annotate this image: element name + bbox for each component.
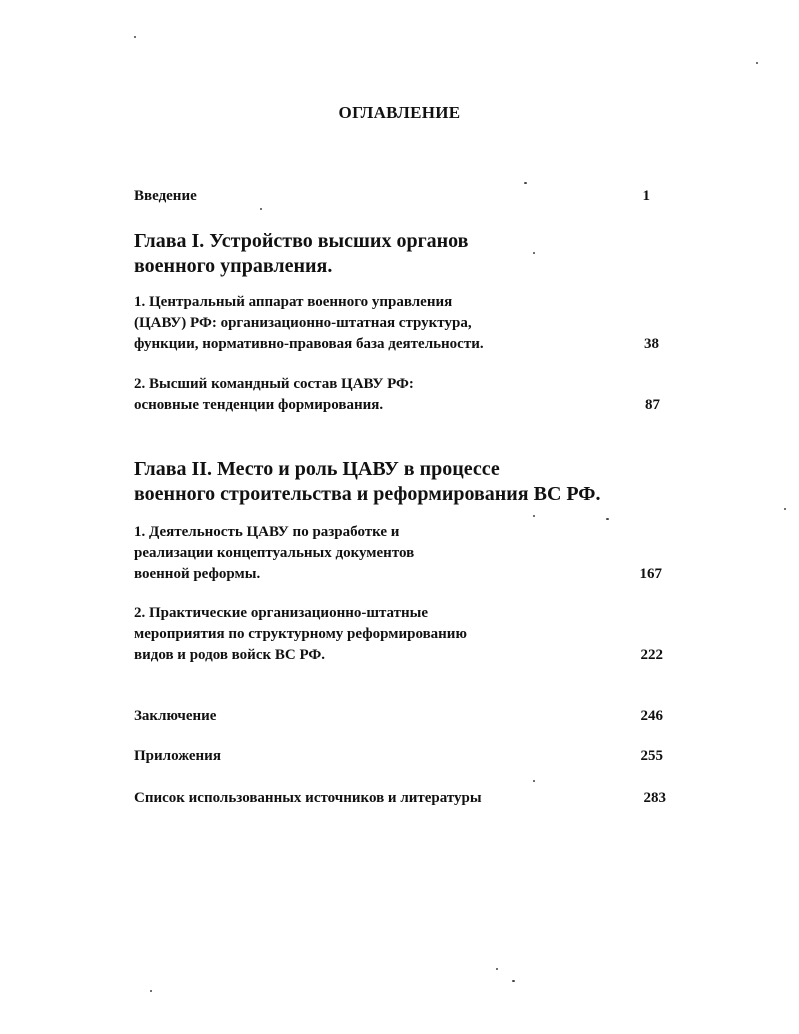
toc-page-number: 246 <box>640 708 663 724</box>
toc-entry-line: мероприятия по структурному реформированию <box>134 626 467 642</box>
toc-page-number: 87 <box>645 397 660 413</box>
scan-speck <box>606 518 609 520</box>
toc-page-number: 1 <box>642 188 650 204</box>
toc-entry-line: 1. Центральный аппарат военного управления <box>134 294 453 310</box>
toc-entry-line: функции, нормативно-правовая база деятельности. <box>134 336 484 352</box>
scan-speck <box>512 980 515 982</box>
scan-speck <box>524 182 527 184</box>
scan-speck <box>533 252 535 254</box>
toc-page-number: 38 <box>644 336 659 352</box>
toc-entry-label: Заключение <box>134 708 217 724</box>
toc-entry-line: военной реформы. <box>134 566 261 582</box>
toc-entry-ch1-sec1 <box>134 292 484 355</box>
chapter-title-line: военного строительства и реформирования ВС РФ. <box>134 483 601 505</box>
toc-entry-ch2-sec2 <box>134 603 467 666</box>
toc-entry-introduction <box>134 186 197 207</box>
scan-speck <box>260 208 262 210</box>
toc-entry-line: (ЦАВУ) РФ: организационно-штатная структура, <box>134 315 472 331</box>
toc-entry-bibliography <box>134 788 482 809</box>
toc-entry-line: основные тенденции формирования. <box>134 397 384 413</box>
toc-page-number: 167 <box>639 566 662 582</box>
scan-speck <box>150 990 152 992</box>
toc-entry-appendices <box>134 746 221 767</box>
toc-entry-line: видов и родов войск ВС РФ. <box>134 647 325 663</box>
chapter-title-line: Глава II. Место и роль ЦАВУ в процессе <box>134 458 500 480</box>
toc-entry-conclusion <box>134 706 216 727</box>
toc-entry-line: реализации концептуальных документов <box>134 545 415 561</box>
scan-speck <box>533 515 535 517</box>
scan-speck <box>134 36 136 38</box>
scan-speck <box>496 968 498 970</box>
toc-entry-line: 2. Высший командный состав ЦАВУ РФ: <box>134 376 414 392</box>
scan-speck <box>533 780 535 782</box>
toc-entry-ch1-sec2 <box>134 374 414 416</box>
toc-page-number: 222 <box>640 647 663 663</box>
scan-speck <box>784 508 786 510</box>
toc-entry-label: Введение <box>134 188 197 204</box>
toc-chapter-1-title <box>134 229 468 279</box>
toc-entry-ch2-sec1 <box>134 522 414 585</box>
scan-speck <box>756 62 758 64</box>
toc-page-number: 255 <box>640 748 663 764</box>
chapter-title-line: военного управления. <box>134 255 333 277</box>
toc-entry-label: Приложения <box>134 748 221 764</box>
toc-page-number: 283 <box>643 790 666 806</box>
chapter-title-line: Глава I. Устройство высших органов <box>134 230 469 252</box>
toc-entry-line: 2. Практические организационно-штатные <box>134 605 429 621</box>
toc-chapter-2-title <box>134 457 600 507</box>
page-title: ОГЛАВЛЕНИЕ <box>338 103 461 122</box>
toc-entry-line: 1. Деятельность ЦАВУ по разработке и <box>134 524 400 540</box>
toc-entry-label: Список использованных источников и литературы <box>134 790 482 806</box>
